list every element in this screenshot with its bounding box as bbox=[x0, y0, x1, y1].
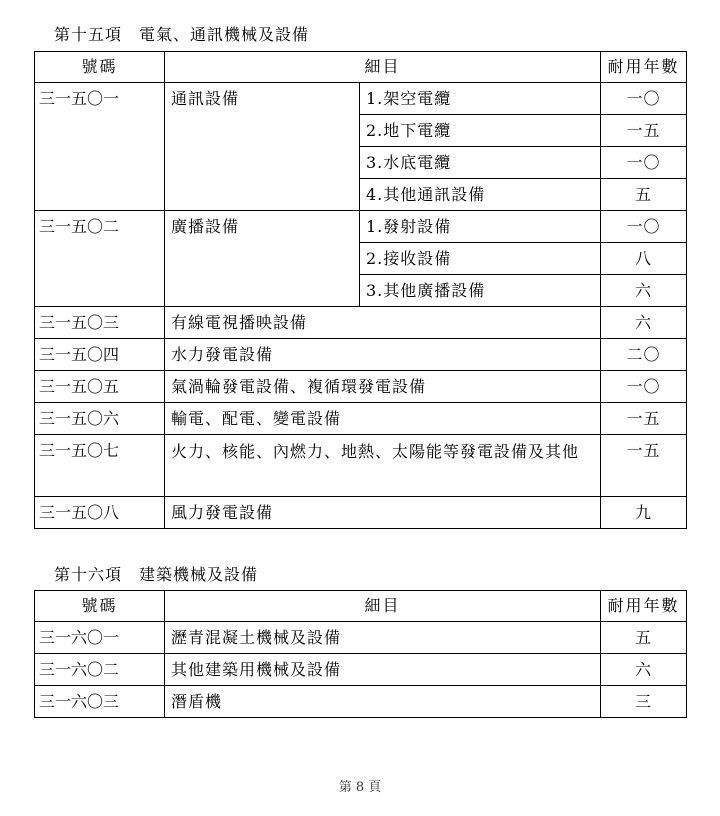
table-row bbox=[35, 307, 687, 339]
header-years: 耐用年數 bbox=[601, 591, 687, 622]
item-detail: 瀝青混凝土機械及設備 bbox=[165, 622, 601, 654]
table-row bbox=[35, 403, 687, 435]
item-detail: 3.其他廣播設備 bbox=[360, 275, 601, 307]
item-detail: 3.水底電纜 bbox=[360, 147, 601, 179]
item-years: 一〇 bbox=[601, 371, 687, 403]
item-code: 三一六〇三 bbox=[35, 686, 165, 718]
item-detail: 氣渦輪發電設備、複循環發電設備 bbox=[165, 371, 601, 403]
item-years: 一五 bbox=[601, 403, 687, 435]
item-years: 一〇 bbox=[601, 147, 687, 179]
item-code: 三一五〇二 bbox=[35, 211, 165, 307]
table-row bbox=[35, 497, 687, 529]
item-detail: 1.架空電纜 bbox=[360, 83, 601, 115]
table-row bbox=[35, 435, 687, 497]
item-code: 三一五〇六 bbox=[35, 403, 165, 435]
section-16-title: 第十六項 建築機械及設備 bbox=[54, 565, 259, 584]
item-detail: 有線電視播映設備 bbox=[165, 307, 601, 339]
table-header-row bbox=[35, 52, 687, 83]
item-years: 八 bbox=[601, 243, 687, 275]
item-code: 三一六〇一 bbox=[35, 622, 165, 654]
section-15-table bbox=[34, 51, 687, 529]
item-years: 五 bbox=[601, 179, 687, 211]
header-detail: 細目 bbox=[165, 52, 601, 83]
item-years: 一〇 bbox=[601, 83, 687, 115]
header-code: 號碼 bbox=[35, 591, 165, 622]
item-code: 三一五〇五 bbox=[35, 371, 165, 403]
table-row bbox=[35, 339, 687, 371]
item-years: 六 bbox=[601, 307, 687, 339]
item-years: 一〇 bbox=[601, 211, 687, 243]
item-detail: 潛盾機 bbox=[165, 686, 601, 718]
table-row bbox=[35, 211, 687, 243]
item-years: 五 bbox=[601, 622, 687, 654]
item-code: 三一五〇三 bbox=[35, 307, 165, 339]
item-code: 三一五〇一 bbox=[35, 83, 165, 211]
item-detail: 其他建築用機械及設備 bbox=[165, 654, 601, 686]
item-years: 三 bbox=[601, 686, 687, 718]
item-detail: 2.地下電纜 bbox=[360, 115, 601, 147]
item-detail: 2.接收設備 bbox=[360, 243, 601, 275]
header-detail: 細目 bbox=[165, 591, 601, 622]
table-row bbox=[35, 83, 687, 115]
table-row bbox=[35, 654, 687, 686]
header-years: 耐用年數 bbox=[601, 52, 687, 83]
table-row bbox=[35, 686, 687, 718]
item-years: 六 bbox=[601, 275, 687, 307]
table-header-row bbox=[35, 591, 687, 622]
item-detail: 輸電、配電、變電設備 bbox=[165, 403, 601, 435]
item-years: 九 bbox=[601, 497, 687, 529]
item-years: 一五 bbox=[601, 435, 687, 497]
page-number: 第 8 頁 bbox=[338, 780, 382, 795]
item-detail: 1.發射設備 bbox=[360, 211, 601, 243]
table-row bbox=[35, 371, 687, 403]
item-code: 三一五〇四 bbox=[35, 339, 165, 371]
item-detail: 風力發電設備 bbox=[165, 497, 601, 529]
item-detail: 水力發電設備 bbox=[165, 339, 601, 371]
item-code: 三一五〇七 bbox=[35, 435, 165, 497]
section-16-table bbox=[34, 590, 687, 718]
item-detail: 火力、核能、內燃力、地熱、太陽能等發電設備及其他 bbox=[165, 435, 601, 497]
table-row bbox=[35, 622, 687, 654]
item-code: 三一六〇二 bbox=[35, 654, 165, 686]
item-years: 六 bbox=[601, 654, 687, 686]
item-years: 二〇 bbox=[601, 339, 687, 371]
item-name: 廣播設備 bbox=[165, 211, 360, 307]
item-code: 三一五〇八 bbox=[35, 497, 165, 529]
item-years: 一五 bbox=[601, 115, 687, 147]
section-15-title: 第十五項 電氣、通訊機械及設備 bbox=[54, 25, 310, 44]
header-code: 號碼 bbox=[35, 52, 165, 83]
item-detail: 4.其他通訊設備 bbox=[360, 179, 601, 211]
item-name: 通訊設備 bbox=[165, 83, 360, 211]
